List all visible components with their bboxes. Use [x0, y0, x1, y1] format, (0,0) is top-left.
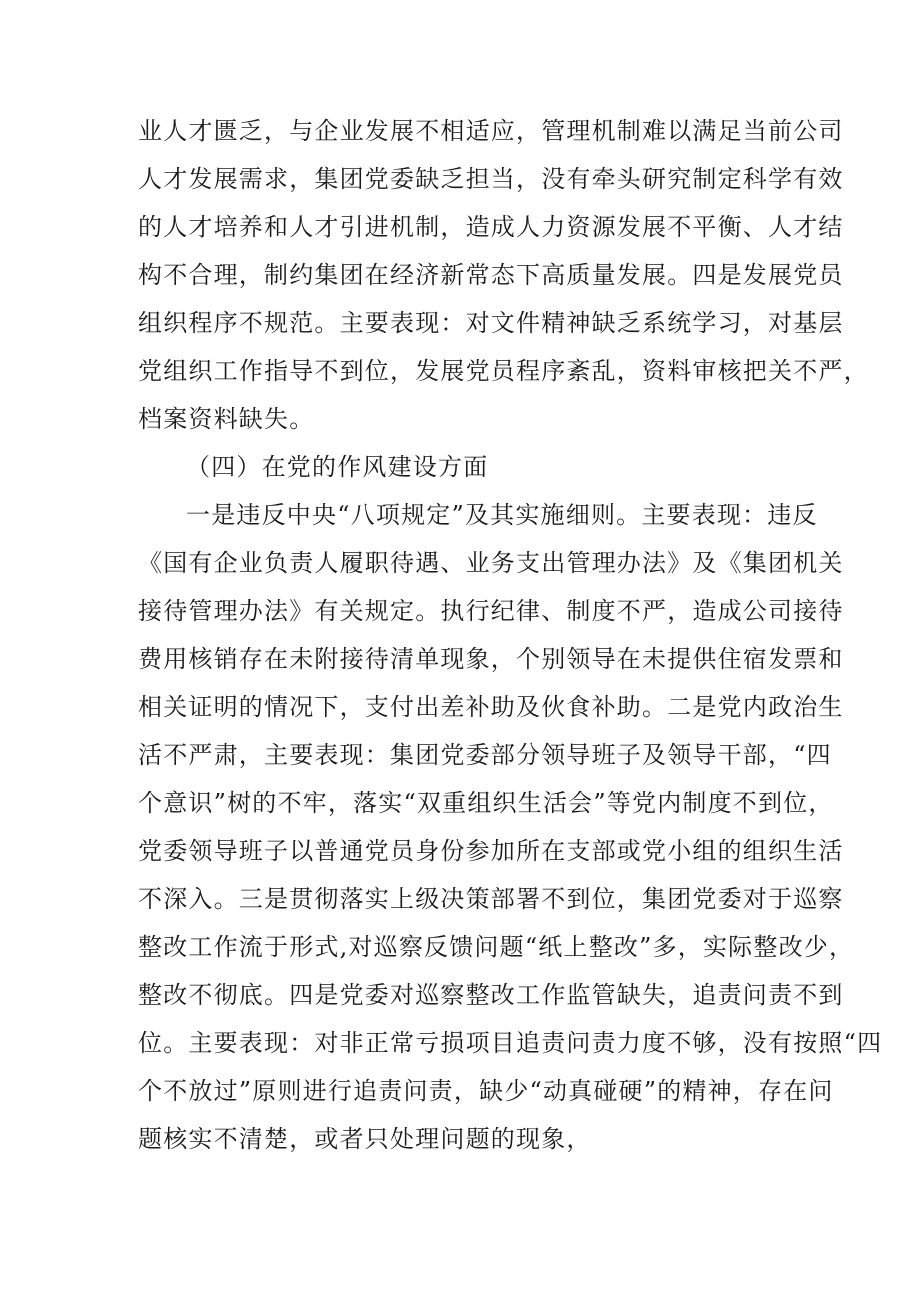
paragraph-line: 的人才培养和人才引进机制，造成人力资源发展不平衡、人才结 [138, 213, 844, 241]
paragraph-line: 题核实不清楚，或者只处理问题的现象， [138, 1125, 592, 1153]
paragraph-line: 个意识”树的不牢，落实“双重组织生活会”等党内制度不到位， [138, 789, 834, 817]
paragraph-line: 费用核销存在未附接待清单现象，个别领导在未提供住宿发票和 [138, 645, 844, 673]
paragraph-line: 个不放过”原则进行追责问责，缺少“动真碰硬”的精神，存在问 [138, 1077, 834, 1105]
paragraph-line: 相关证明的情况下，支付出差补助及伙食补助。二是党内政治生 [138, 693, 844, 721]
paragraph-line: 不深入。三是贯彻落实上级决策部署不到位，集团党委对于巡察 [138, 885, 844, 913]
paragraph-line: 整改工作流于形式,对巡察反馈问题“纸上整改”多，实际整改少， [138, 933, 855, 961]
paragraph-line: 活不严肃，主要表现：集团党委部分领导班子及领导干部，“四 [138, 741, 832, 769]
paragraph-line: 整改不彻底。四是党委对巡察整改工作监管缺失，追责问责不到 [138, 981, 844, 1009]
paragraph-line: 档案资料缺失。 [138, 405, 315, 433]
paragraph-line: 组织程序不规范。主要表现：对文件精神缺乏系统学习，对基层 [138, 309, 844, 337]
paragraph-line: 接待管理办法》有关规定。执行纪律、制度不严，造成公司接待 [138, 597, 844, 625]
paragraph-line: 党组织工作指导不到位，发展党员程序紊乱，资料审核把关不严， [138, 357, 869, 385]
section-heading: （四）在党的作风建设方面 [186, 453, 489, 481]
paragraph-line: 构不合理，制约集团在经济新常态下高质量发展。四是发展党员 [138, 261, 844, 289]
paragraph-line: 人才发展需求，集团党委缺乏担当，没有牵头研究制定科学有效 [138, 165, 844, 193]
paragraph-line: 党委领导班子以普通党员身份参加所在支部或党小组的组织生活 [138, 837, 844, 865]
paragraph-line: 业人才匮乏，与企业发展不相适应，管理机制难以满足当前公司 [138, 117, 844, 145]
paragraph-line: 一是违反中央“八项规定”及其实施细则。主要表现：违反 [186, 501, 818, 529]
paragraph-line: 《国有企业负责人履职待遇、业务支出管理办法》及《集团机关 [138, 549, 844, 577]
paragraph-line: 位。主要表现：对非正常亏损项目追责问责力度不够，没有按照“四 [138, 1029, 883, 1057]
